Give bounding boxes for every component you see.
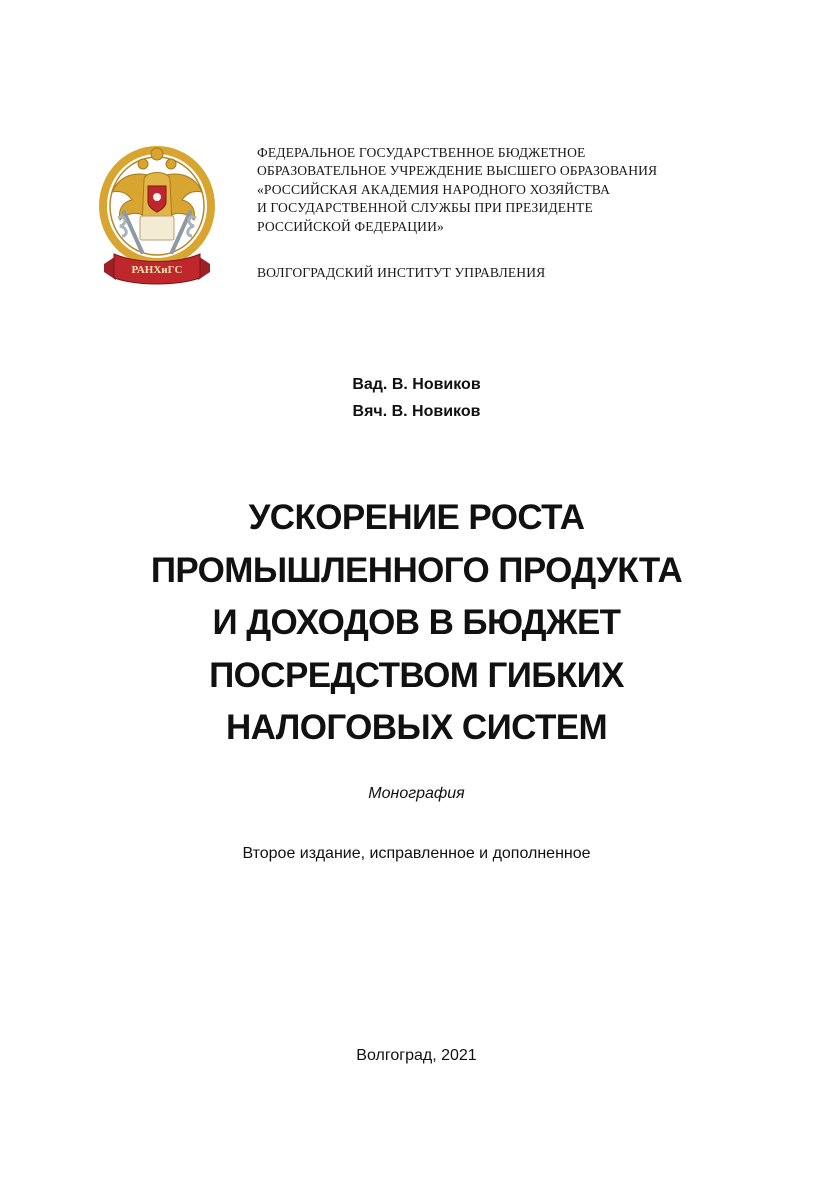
institution-line: РОССИЙСКОЙ ФЕДЕРАЦИИ»: [257, 218, 444, 234]
institution-line: И ГОСУДАРСТВЕННОЙ СЛУЖБЫ ПРИ ПРЕЗИДЕНТЕ: [257, 200, 593, 216]
institute-branch: ВОЛГОГРАДСКИЙ ИНСТИТУТ УПРАВЛЕНИЯ: [257, 265, 546, 281]
institution-line: ОБРАЗОВАТЕЛЬНОЕ УЧРЕЖДЕНИЕ ВЫСШЕГО ОБРАЗОВАНИЯ: [257, 163, 658, 179]
author-name: Вяч. В. Новиков: [352, 403, 481, 420]
genre-label: Монография: [368, 785, 465, 802]
emblem-ribbon-text: РАНХиГС: [131, 264, 183, 276]
ranepa-emblem-icon: [98, 140, 216, 288]
institution-line: ФЕДЕРАЛЬНОЕ ГОСУДАРСТВЕННОЕ БЮДЖЕТНОЕ: [257, 145, 586, 160]
imprint-place-year: Волгоград, 2021: [356, 1047, 477, 1064]
institution-line: «РОССИЙСКАЯ АКАДЕМИЯ НАРОДНОГО ХОЗЯЙСТВА: [257, 181, 610, 197]
title-line: НАЛОГОВЫХ СИСТЕМ: [225, 708, 608, 747]
title-line: УСКОРЕНИЕ РОСТА: [248, 498, 585, 537]
edition-note: Второе издание, исправленное и дополненное: [242, 845, 591, 862]
book-title: [0, 492, 833, 755]
title-line: И ДОХОДОВ В БЮДЖЕТ: [212, 603, 621, 642]
title-line: ПРОМЫШЛЕННОГО ПРОДУКТА: [150, 550, 683, 590]
institution-name: [257, 144, 757, 282]
authors: [0, 371, 833, 425]
author-name: Вад. В. Новиков: [352, 376, 481, 393]
title-line: ПОСРЕДСТВОМ ГИБКИХ: [209, 655, 624, 695]
